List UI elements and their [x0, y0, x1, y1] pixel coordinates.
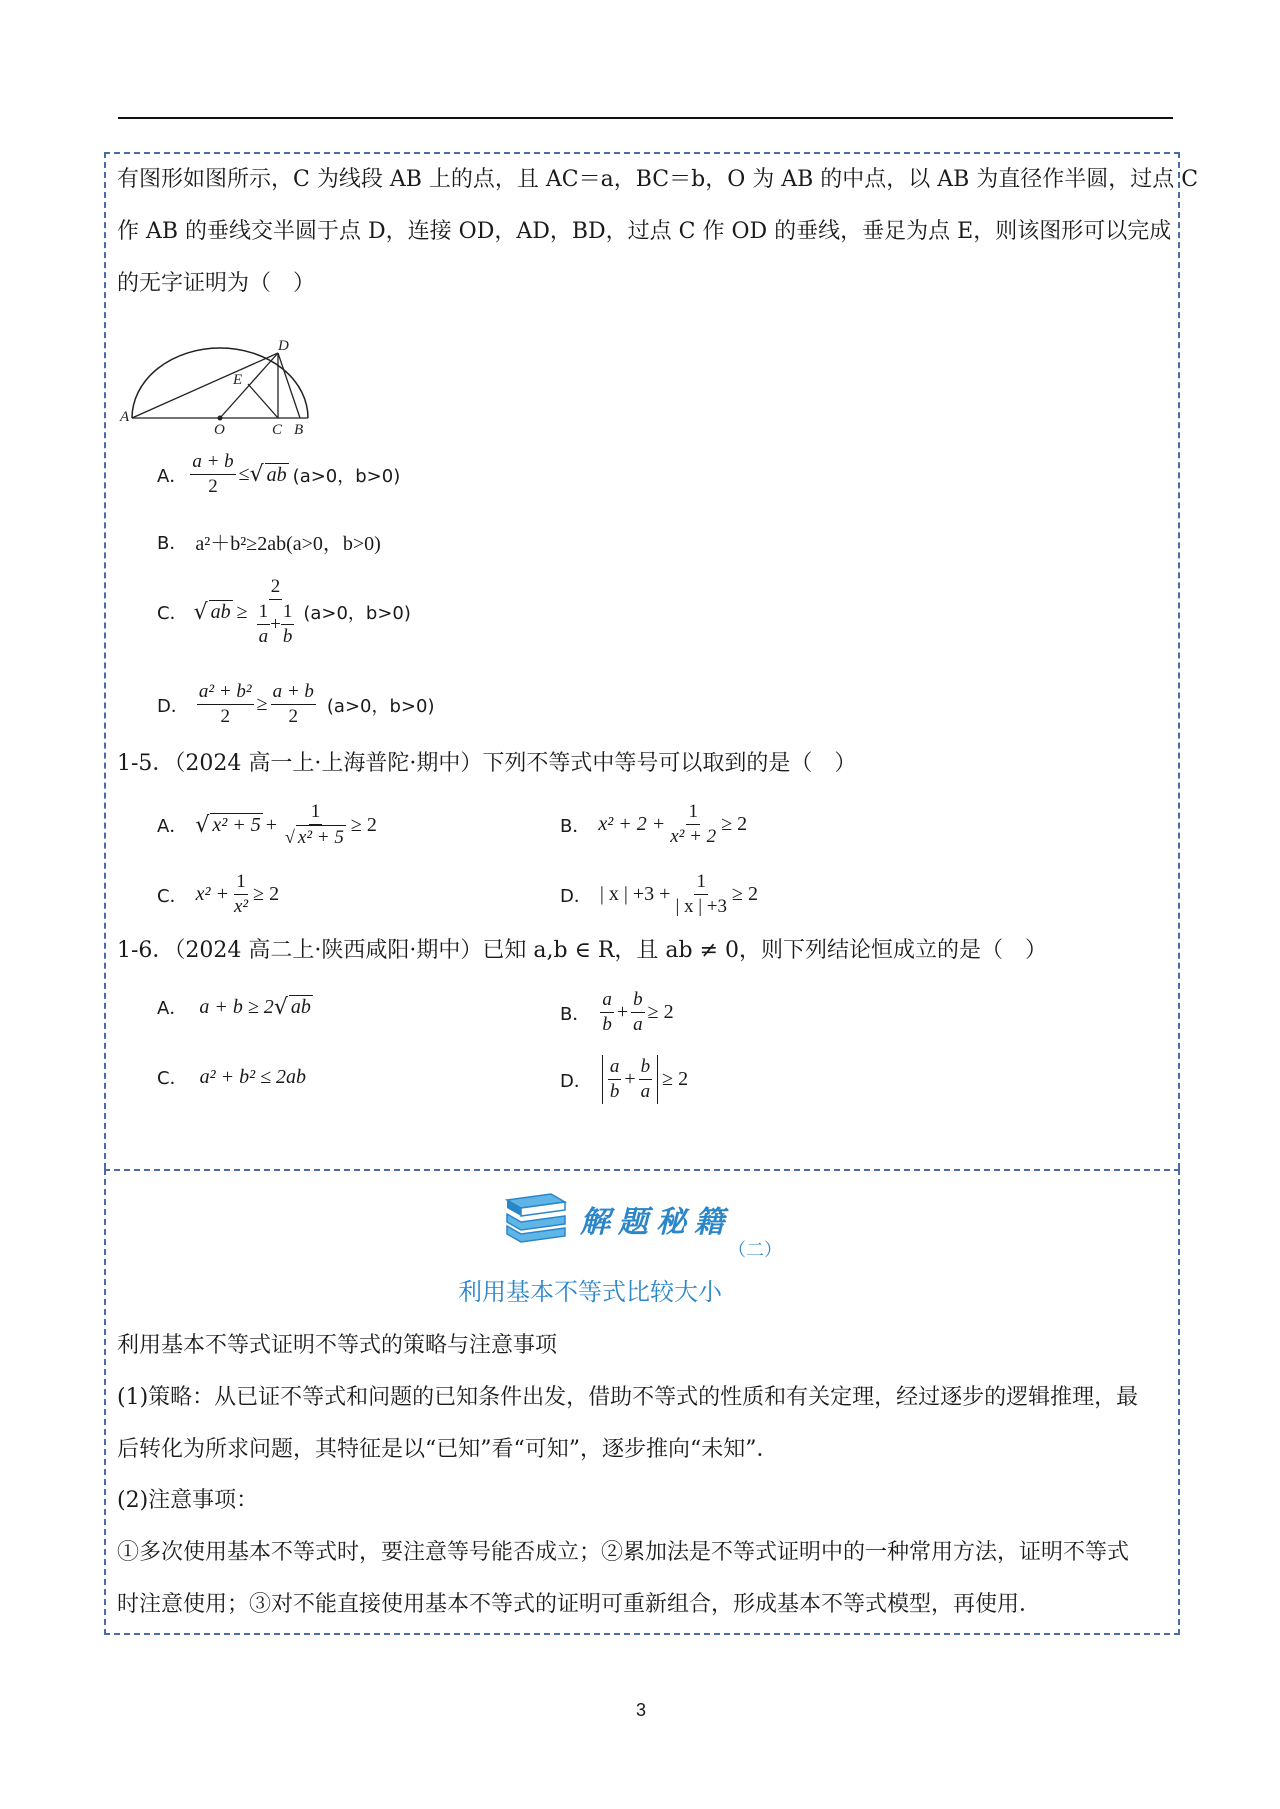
point-o [218, 416, 223, 421]
q14-option-a[interactable]: A． $\frac{a + b}{2}$ ≤ √ ab (a>0，b>0) [157, 451, 401, 497]
absolute-value: $\frac{a}{b}$ + $\frac{b}{a}$ [602, 1055, 658, 1104]
label-a: A [120, 409, 130, 425]
q16-option-a[interactable]: A． a + b ≥ 2 √ ab [157, 994, 311, 1020]
fraction: $\frac{1}{\text{x²}}$ [233, 871, 249, 917]
label-d: D [278, 338, 289, 354]
tips-p2: (2)注意事项： [117, 1488, 259, 1513]
tips-p3-line2: 时注意使用；③对不能直接使用基本不等式的证明可重新组合，形成基本不等式模型，再使用． [117, 1592, 1042, 1617]
q16-option-d[interactable]: D． $\frac{a}{b}$ + $\frac{b}{a}$ ≥ 2 [560, 1056, 689, 1102]
tips-p1-line2: 后转化为所求问题，其特征是以“已知”看“可知”，逐步推向“未知”． [117, 1437, 779, 1462]
q16-option-c[interactable]: C． a² + b² ≤ 2ab [157, 1065, 307, 1089]
semicircle-figure [118, 330, 318, 435]
q16-option-b[interactable]: B． $\frac{a}{b}$ + $\frac{b}{a}$ ≥ 2 [560, 989, 674, 1035]
section-badge-sub: （二） [728, 1240, 782, 1261]
q16-stem: 1-6．（2024 高二上·陕西咸阳·期中）已知 a,b ∈ R，且 ab ≠ 0，则下列结论恒成立的是（ ） [117, 938, 1048, 963]
label-o: O [214, 422, 225, 435]
fraction: $\frac{a + b}{2}$ [272, 681, 314, 727]
tips-intro: 利用基本不等式证明不等式的策略与注意事项 [117, 1333, 558, 1358]
section-title: 利用基本不等式比较大小 [458, 1278, 722, 1306]
books-icon [503, 1192, 569, 1244]
q15-option-d[interactable]: D． | x | +3 + $\frac{1}{| x | +3}$ ≥ 2 [560, 871, 759, 917]
q14-line2: 作 AB 的垂线交半圆于点 D，连接 OD，AD，BD，过点 C 作 OD 的垂线，垂足为点 E，则该图形可以完成 [117, 219, 1172, 244]
header-rule [118, 117, 1173, 119]
q14-option-d[interactable]: D． $\frac{\text{a² + b²}}{2}$ ≥ $\frac{a + b}{2}$ (a>0，b>0) [157, 681, 435, 727]
q15-option-b[interactable]: B． x² + 2 + $\frac{1}{\text{x² + 2}}$ ≥ 2 [560, 801, 748, 847]
page-number: 3 [636, 1700, 647, 1720]
tips-p1-line1: (1)策略：从已证不等式和问题的已知条件出发，借助不等式的性质和有关定理，经过逐步的逻辑推理，最 [117, 1385, 1139, 1410]
fraction: $\frac{a}{b}$ [602, 989, 612, 1035]
segment-ce [248, 384, 278, 418]
sqrt-icon: √ [195, 812, 210, 838]
fraction: $\frac{a + b}{2}$ [192, 451, 234, 497]
section-badge: 解题秘籍 [580, 1205, 732, 1240]
q15-option-c[interactable]: C． x² + $\frac{1}{\text{x²}}$ ≥ 2 [157, 871, 280, 917]
segment-db [278, 353, 300, 418]
label-c: C [272, 422, 283, 435]
q15-option-a[interactable]: A． √ x² + 5 + $\frac{1}{\text{√ x² + 5}}$ ≥ 2 [157, 801, 377, 848]
q14-line3: 的无字证明为（ ） [117, 271, 316, 296]
fraction: $\frac{\text{a² + b²}}{2}$ [198, 681, 252, 727]
q14-line1: 有图形如图所示，C 为线段 AB 上的点，且 AC＝a，BC＝b，O 为 AB 的中点，以 AB 为直径作半圆，过点 C [117, 167, 1199, 192]
q15-stem: 1-5．（2024 高一上·上海普陀·期中）下列不等式中等号可以取到的是（ ） [117, 751, 857, 776]
q14-option-b[interactable]: B． a²＋b²≥2ab(a>0，b>0) [157, 532, 381, 555]
label-e: E [233, 372, 243, 388]
fraction: $\frac{1}{\text{x² + 2}}$ [670, 801, 717, 847]
fraction: $\frac{1}{| x | +3}$ [675, 871, 728, 917]
fraction: $\frac{a}{b}$ [609, 1056, 620, 1102]
segment-ad [132, 353, 278, 418]
fraction: $\frac{b}{a}$ [633, 989, 643, 1035]
tips-p3-line1: ①多次使用基本不等式时，要注意等号能否成立；②累加法是不等式证明中的一种常用方法，证明不等式 [117, 1540, 1130, 1565]
sqrt-icon: √ [273, 994, 288, 1020]
q14-option-c[interactable]: C． √ ab ≥ 2 $\frac{1}{a}$ + $\frac{1}{b}$ (a>0，b>0) [157, 576, 411, 647]
fraction: $\frac{b}{a}$ [640, 1056, 651, 1102]
fraction: $\frac{1}{\text{√ x² + 5}}$ [285, 801, 344, 848]
sqrt-icon: √ [249, 462, 264, 487]
label-b: B [294, 422, 304, 435]
semicircle-arc [132, 348, 308, 418]
compound-fraction: 2 $\frac{1}{a}$ + $\frac{1}{b}$ [258, 576, 293, 647]
sqrt-icon: √ [193, 599, 208, 625]
